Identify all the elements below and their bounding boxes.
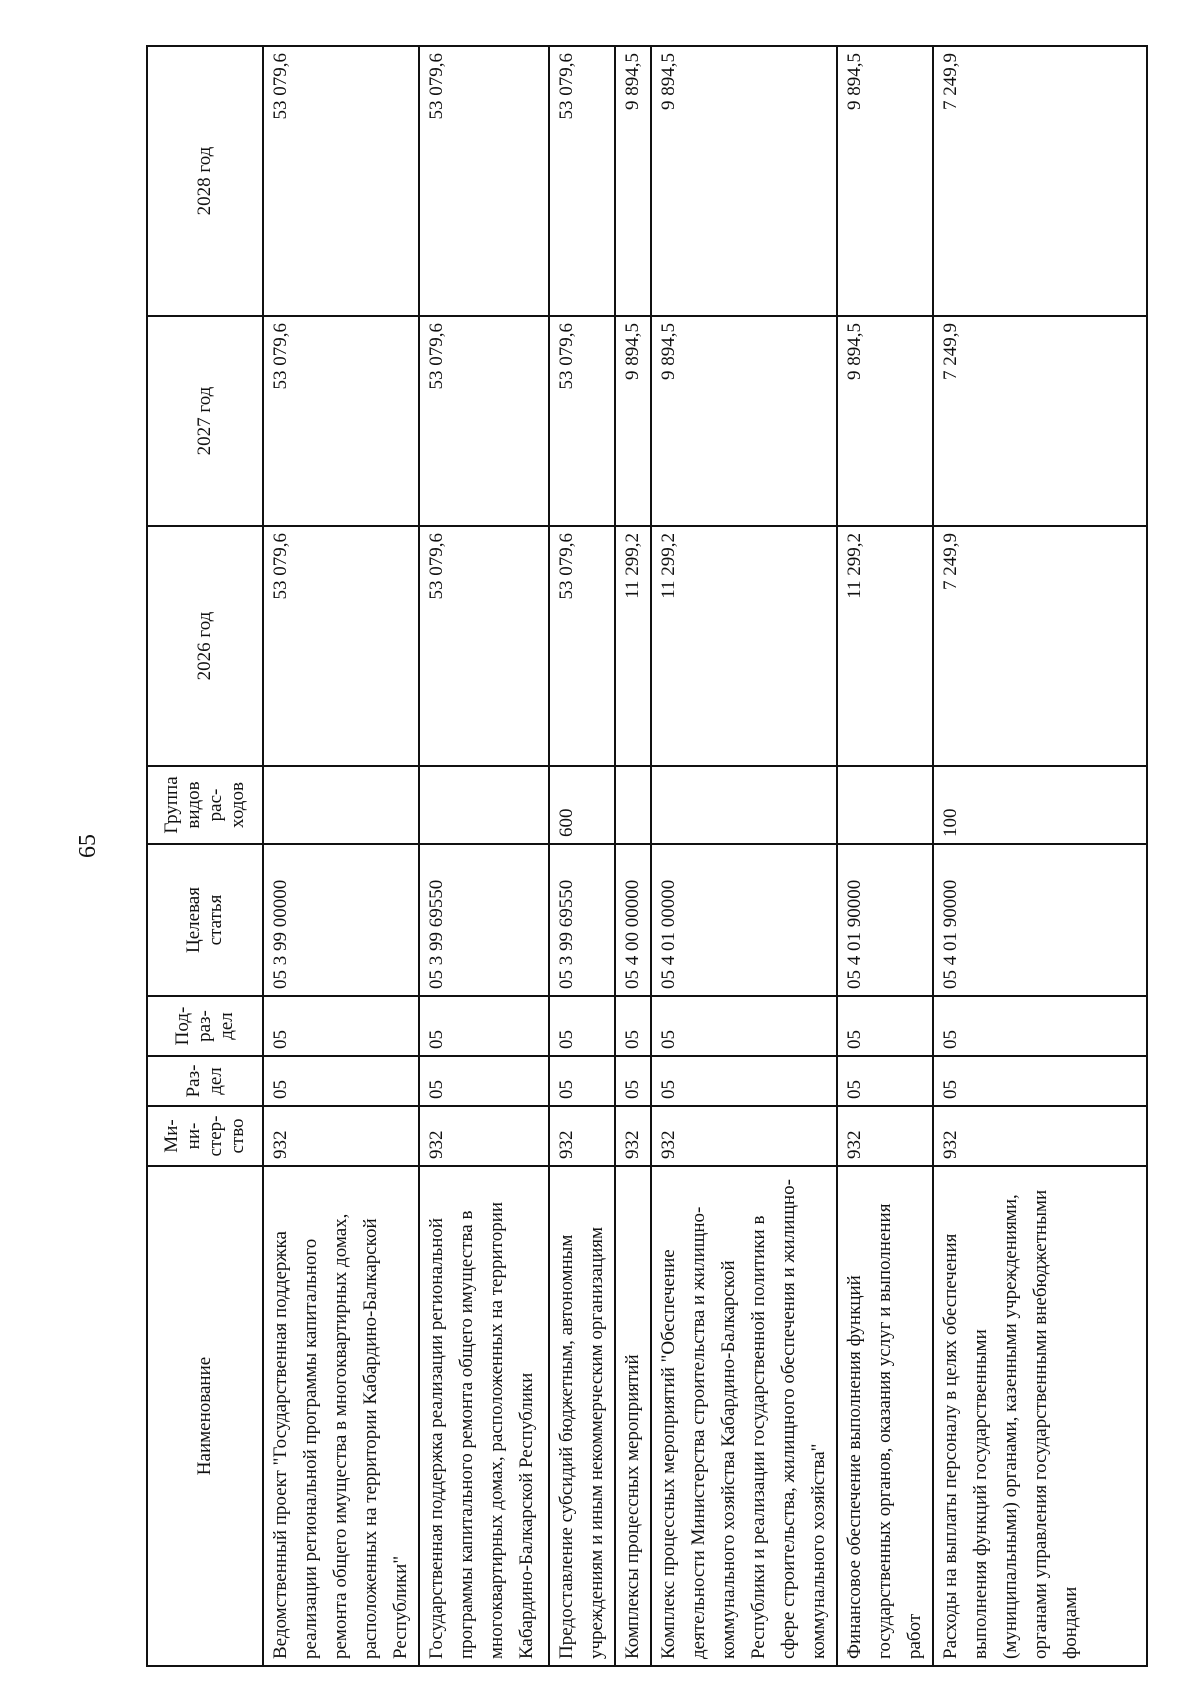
cell-ministry: 932 (549, 1106, 615, 1166)
cell-target-article: 05 3 99 69550 (549, 844, 615, 996)
rotated-table-container (146, 47, 1146, 1667)
cell-name: Предоставление субсидий бюджетным, автономным учреждениям и иным некоммерческим организациям (549, 1166, 615, 1666)
cell-subsection: 05 (263, 996, 419, 1056)
cell-ministry: 932 (837, 1106, 933, 1166)
cell-ministry: 932 (651, 1106, 837, 1166)
cell-section: 05 (549, 1056, 615, 1106)
cell-2026: 11 299,2 (837, 526, 933, 766)
header-name: Наименование (147, 1166, 263, 1666)
cell-target-article: 05 4 01 90000 (933, 844, 1147, 996)
table-row (651, 46, 837, 1666)
cell-target-article: 05 3 99 69550 (419, 844, 549, 996)
header-subsection: Под- раз- дел (147, 996, 263, 1056)
cell-2027: 53 079,6 (419, 316, 549, 526)
cell-section: 05 (933, 1056, 1147, 1106)
cell-2026: 11 299,2 (615, 526, 651, 766)
cell-section: 05 (263, 1056, 419, 1106)
cell-target-article: 05 4 01 90000 (837, 844, 933, 996)
header-2027: 2027 год (147, 316, 263, 526)
table-row (837, 46, 933, 1666)
budget-table (146, 45, 1148, 1667)
table-header-row (147, 46, 263, 1666)
cell-subsection: 05 (419, 996, 549, 1056)
cell-2028: 53 079,6 (419, 46, 549, 316)
cell-name: Комплексы процессных мероприятий (615, 1166, 651, 1666)
table-row (263, 46, 419, 1666)
cell-2027: 53 079,6 (263, 316, 419, 526)
header-ministry: Ми- ни- стер- ство (147, 1106, 263, 1166)
cell-2027: 53 079,6 (549, 316, 615, 526)
table-row (549, 46, 615, 1666)
table-row (615, 46, 651, 1666)
cell-ministry: 932 (419, 1106, 549, 1166)
cell-name: Ведомственный проект "Государственная поддержка реализации региональной программы капитального ремонта общего имущества в многоквартирных домах, расположенных на территории Кабардино-Балкарской Республики" (263, 1166, 419, 1666)
cell-ministry: 932 (933, 1106, 1147, 1166)
cell-2026: 7 249,9 (933, 526, 1147, 766)
cell-name: Расходы на выплаты персоналу в целях обеспечения выполнения функций государственными (муниципальными) органами, казенными учреждениями, органами управления государственными внебюджетными фондами (933, 1166, 1147, 1666)
cell-2028: 7 249,9 (933, 46, 1147, 316)
cell-2028: 9 894,5 (651, 46, 837, 316)
cell-2027: 9 894,5 (651, 316, 837, 526)
cell-2027: 9 894,5 (615, 316, 651, 526)
cell-expense-group (615, 766, 651, 844)
cell-subsection: 05 (837, 996, 933, 1056)
cell-2026: 53 079,6 (263, 526, 419, 766)
header-expense-group: Группа видов рас- ходов (147, 766, 263, 844)
cell-expense-group: 100 (933, 766, 1147, 844)
cell-expense-group (263, 766, 419, 844)
cell-expense-group (419, 766, 549, 844)
cell-name: Комплекс процессных мероприятий "Обеспечение деятельности Министерства строительства и жилищно-коммунального хозяйства Кабардино-Балкарской Республики и реализации государственной политики в сфере строительства, жилищного обеспечения и жилищно-коммунального хозяйства" (651, 1166, 837, 1666)
header-2028: 2028 год (147, 46, 263, 316)
cell-2026: 53 079,6 (549, 526, 615, 766)
cell-2028: 9 894,5 (615, 46, 651, 316)
table-row (419, 46, 549, 1666)
cell-section: 05 (837, 1056, 933, 1106)
cell-expense-group (837, 766, 933, 844)
cell-subsection: 05 (549, 996, 615, 1056)
cell-ministry: 932 (615, 1106, 651, 1166)
cell-2027: 9 894,5 (837, 316, 933, 526)
header-section: Раз- дел (147, 1056, 263, 1106)
header-target-article: Целевая статья (147, 844, 263, 996)
cell-target-article: 05 4 00 00000 (615, 844, 651, 996)
page-number: 65 (75, 834, 101, 858)
cell-expense-group (651, 766, 837, 844)
cell-section: 05 (615, 1056, 651, 1106)
cell-2028: 53 079,6 (549, 46, 615, 316)
cell-2027: 7 249,9 (933, 316, 1147, 526)
cell-section: 05 (651, 1056, 837, 1106)
cell-subsection: 05 (651, 996, 837, 1056)
cell-ministry: 932 (263, 1106, 419, 1166)
cell-expense-group: 600 (549, 766, 615, 844)
cell-target-article: 05 3 99 00000 (263, 844, 419, 996)
cell-section: 05 (419, 1056, 549, 1106)
table-row (933, 46, 1147, 1666)
cell-2028: 9 894,5 (837, 46, 933, 316)
cell-2028: 53 079,6 (263, 46, 419, 316)
cell-subsection: 05 (933, 996, 1147, 1056)
cell-target-article: 05 4 01 00000 (651, 844, 837, 996)
header-2026: 2026 год (147, 526, 263, 766)
cell-name: Финансовое обеспечение выполнения функций государственных органов, оказания услуг и выполнения работ (837, 1166, 933, 1666)
cell-2026: 11 299,2 (651, 526, 837, 766)
cell-name: Государственная поддержка реализации региональной программы капитального ремонта общего имущества в многоквартирных домах, расположенных на территории Кабардино-Балкарской Республики (419, 1166, 549, 1666)
cell-subsection: 05 (615, 996, 651, 1056)
cell-2026: 53 079,6 (419, 526, 549, 766)
